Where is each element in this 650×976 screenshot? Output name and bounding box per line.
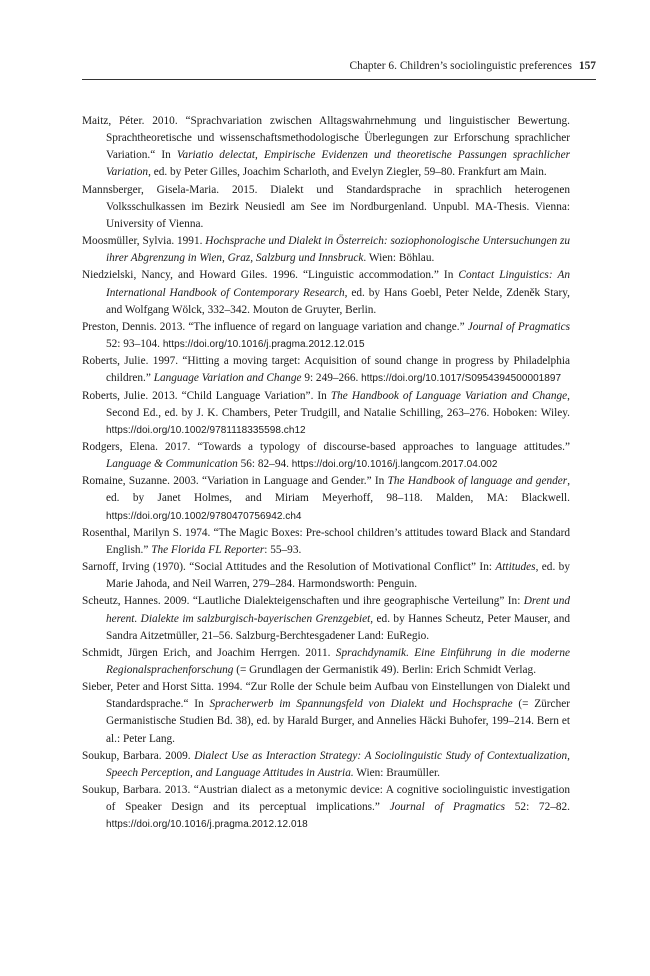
reference-title-italic: Journal of Pragmatics [467, 320, 570, 333]
doi-link[interactable]: https://doi.org/10.1002/9781118335598.ch12 [106, 424, 306, 436]
reference-text: Mannsberger, Gisela-Maria. 2015. Dialekt und Standardsprache in sprachlich heterogenen Volksschulkassen im Bezirk Neusiedl am See im Nordburgenland. Unpubl. MA-Thesis. Vienna: University of Vienna. [82, 183, 570, 230]
running-title: Chapter 6. Children’s sociolinguistic preferences [349, 60, 572, 72]
reference-text: Maitz, Péter. 2010. “Sprachvariation zwischen Alltagswahrnehmung und linguistischer Bewertung. Sprachtheoretische und wissenschaftsmethodologische Überlegungen zur Erforschung sprachlicher Variation.“ In [82, 115, 570, 162]
reference-entry [82, 645, 570, 679]
reference-text: Sarnoff, Irving (1970). “Social Attitudes and the Resolution of Motivational Conflict” In: [82, 561, 496, 574]
reference-entry [82, 353, 570, 387]
reference-text: Sieber, Peter and Horst Sitta. 1994. “Zur Rolle der Schule beim Aufbau von Einstellungen von Dialekt und Standardsprache.“ In [82, 681, 570, 711]
reference-title-italic: Journal of Pragmatics [389, 801, 506, 814]
reference-text: (= Zürcher Germanistische Studien Bd. 38), ed. by Harald Burger, and Annelies Häcki Buhofer, 199–214. Bern et al.: Peter Lang. [106, 698, 570, 745]
reference-text: Rodgers, Elena. 2017. “Towards a typology of discourse-based approaches to language attitudes.” [82, 440, 570, 453]
reference-entry [82, 525, 570, 559]
header-rule [82, 79, 596, 80]
reference-list [82, 113, 570, 834]
reference-text: Romaine, Suzanne. 2003. “Variation in Language and Gender.” In [82, 475, 388, 488]
reference-title-italic: Sprachdynamik. Eine Einführung in die moderne Regionalsprachenforschung [106, 646, 570, 676]
reference-text: Niedzielski, Nancy, and Howard Giles. 1996. “Linguistic accommodation.” In [82, 269, 459, 282]
reference-text: Scheutz, Hannes. 2009. “Lautliche Dialekteigenschaften und ihre geographische Verteilung” In: [82, 595, 524, 608]
doi-link[interactable]: https://doi.org/10.1017/S0954394500001897 [361, 373, 562, 385]
reference-text: 9: 249–266. [301, 372, 362, 385]
reference-title-italic: Drent und herent. Dialekte im salzburgisch-bayerischen Grenzgebiet [106, 595, 570, 625]
reference-entry [82, 473, 570, 524]
reference-title-italic: Contact Linguistics: An International Handbook of Contemporary Research [106, 269, 570, 299]
reference-entry [82, 182, 570, 233]
reference-text: Soukup, Barbara. 2013. “Austrian dialect as a metonymic device: A cognitive sociolinguistic investigation of Speaker Design and its perceptual implications.” [82, 784, 570, 814]
reference-text: Rosenthal, Marilyn S. 1974. “The Magic Boxes: Pre-school children’s attitudes toward Black and Standard English.” [82, 526, 570, 556]
reference-text: , ed. by Janet Holmes, and Miriam Meyerhoff, 98–118. Malden, MA: Blackwell. [106, 475, 571, 505]
reference-title-italic: Attitudes [495, 561, 536, 574]
reference-title-italic: Language & Communication [106, 458, 238, 471]
reference-text: Roberts, Julie. 1997. “Hitting a moving target: Acquisition of sound change in progress by Philadelphia children.” [82, 355, 570, 385]
doi-link[interactable]: https://doi.org/10.1016/j.langcom.2017.04.002 [291, 459, 498, 471]
reference-entry [82, 679, 570, 748]
reference-entry [82, 388, 570, 439]
reference-title-italic: Dialect Use as Interaction Strategy: A Sociolinguistic Study of Contextualization, Speech Perception, and Language Attitudes in Austria. [106, 749, 570, 779]
reference-text: Wien: Braumüller. [353, 766, 440, 779]
reference-title-italic: The Handbook of Language Variation and Change [330, 389, 568, 402]
reference-text: 56: 82–94. [237, 458, 292, 471]
doi-link[interactable]: https://doi.org/10.1016/j.pragma.2012.12.018 [106, 819, 308, 831]
reference-text: , Second Ed., ed. by J. K. Chambers, Peter Trudgill, and Natalie Schilling, 263–276. Hoboken: Wiley. [106, 389, 570, 419]
reference-text: 52: 72–82. [505, 801, 570, 814]
reference-text: , ed. by Marie Jahoda, and Neil Warren, 279–284. Harmondsworth: Penguin. [106, 561, 570, 591]
reference-title-italic: The Florida FL Reporter [151, 543, 265, 556]
reference-title-italic: Spracherwerb im Spannungsfeld von Dialekt und Hochsprache [209, 698, 513, 711]
reference-text: (= Grundlagen der Germanistik 49). Berlin: Erich Schmidt Verlag. [233, 664, 537, 676]
doi-link[interactable]: https://doi.org/10.1016/j.pragma.2012.12.015 [162, 339, 365, 351]
reference-text: Schmidt, Jürgen Erich, and Joachim Herrgen. 2011. [82, 646, 336, 659]
running-header [82, 59, 596, 73]
reference-text: , ed. by Hannes Scheutz, Peter Mauser, and Sandra Aitzetmüller, 21–56. Salzburg-Berchtesgadener Land: EuRegio. [106, 612, 570, 642]
reference-entry [82, 267, 570, 318]
reference-text: 52: 93–104. [106, 338, 163, 351]
reference-text: Soukup, Barbara. 2009. [82, 749, 195, 762]
reference-text: : 55–93. [264, 543, 302, 556]
reference-text: , ed. by Hans Goebl, Peter Nelde, Zdeněk Stary, and Wolfgang Wölck, 332–342. Mouton de Gruyter, Berlin. [106, 286, 570, 316]
reference-title-italic: The Handbook of language and gender [387, 475, 568, 488]
reference-text: . Wien: Böhlau. [363, 252, 435, 265]
reference-entry [82, 782, 570, 833]
reference-text: Preston, Dennis. 2013. “The influence of regard on language variation and change.” [82, 320, 468, 333]
reference-entry [82, 593, 570, 644]
reference-entry [82, 319, 570, 353]
reference-title-italic: Hochsprache und Dialekt in Österreich: soziophonologische Untersuchungen zu ihrer Abgrenzung in Wien, Graz, Salzburg und Innsbruck [106, 235, 571, 265]
reference-text: , ed. by Peter Gilles, Joachim Scharloth, and Evelyn Ziegler, 59–80. Frankfurt am Main. [148, 166, 547, 179]
reference-entry [82, 113, 570, 182]
doi-link[interactable]: https://doi.org/10.1002/9780470756942.ch4 [106, 510, 302, 522]
reference-title-italic: Language Variation and Change [153, 372, 302, 385]
reference-entry [82, 748, 570, 782]
reference-text: Roberts, Julie. 2013. “Child Language Variation”. In [82, 389, 331, 402]
reference-entry [82, 439, 570, 473]
reference-title-italic: Variatio delectat, Empirische Evidenzen und theoretische Passungen sprachlicher Variation [106, 149, 570, 179]
reference-text: Moosmüller, Sylvia. 1991. [82, 235, 206, 248]
reference-entry [82, 559, 570, 593]
page-number: 157 [578, 60, 596, 72]
reference-entry [82, 233, 570, 267]
